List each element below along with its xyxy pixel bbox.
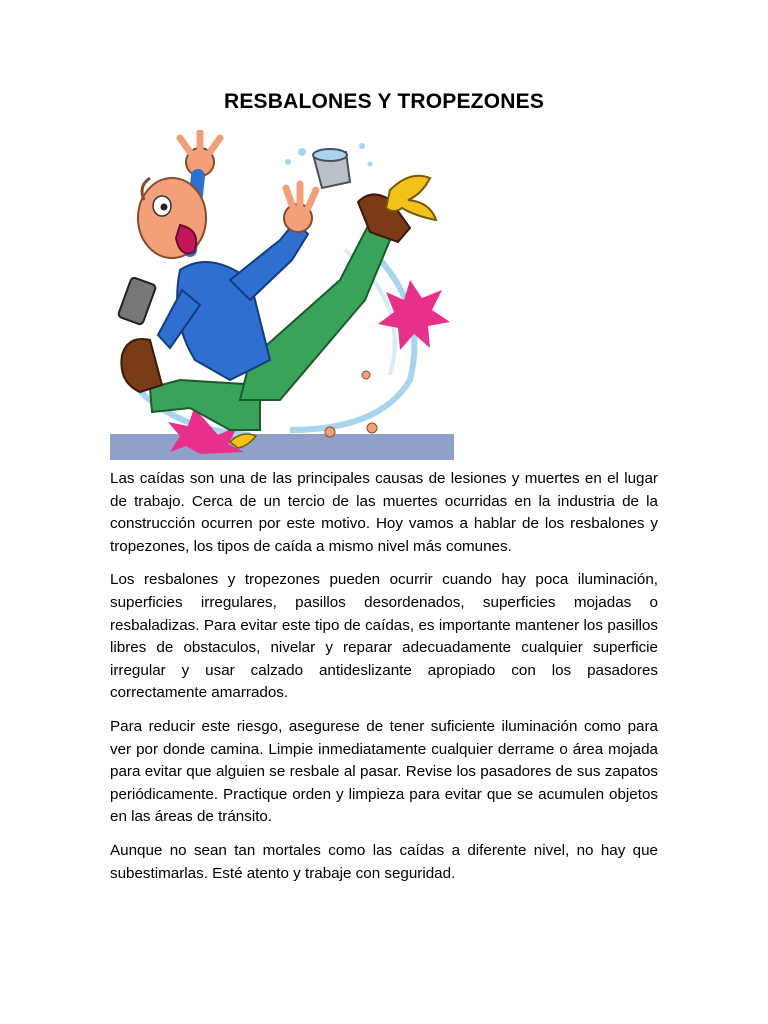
paragraph-2: Los resbalones y tropezones pueden ocurrir cuando hay poca iluminación, superficies irregulares, pasillos desordenados, superficies mojadas o resbaladizas. Para evitar este tipo de caídas, es importante mantener los pasillos libres de obstaculos, nivelar y reparar adecuadamente cualquier superficie irregular y usar calzado antideslizante apropiado con los pasadores correctamente amarrados. — [110, 571, 658, 702]
paragraph-1: Las caídas son una de las principales causas de lesiones y muertes en el lugar de trabajo. Cerca de un tercio de las muertes ocurridas en la industria de la construcción ocurren por este motivo. Hoy vamos a hablar de los resbalones y tropezones, los tipos de caída a mismo nivel más comunes. — [110, 470, 658, 555]
paragraph-4: Aunque no sean tan mortales como las caídas a diferente nivel, no hay que subestimarlas. Esté atento y trabaje con seguridad. — [110, 841, 658, 882]
page-title: RESBALONES Y TROPEZONES — [223, 90, 545, 113]
man-slipping-illustration — [110, 130, 454, 460]
phone-icon — [118, 277, 157, 325]
shirt-right-arm — [230, 222, 308, 300]
shoe-left-icon — [121, 339, 162, 392]
body-text — [110, 468, 658, 896]
floor-strip — [110, 434, 454, 460]
paragraph-3: Para reducir este riesgo, asegurese de tener suficiente iluminación como para ver por donde camina. Limpie inmediatamente cualquier derrame o área mojada para evitar que alguien se resbale al pasar. Revise los pasadores de sus zapatos periódicamente. Practique orden y limpieza para evitar que se acumulen objetos en las áreas de tránsito. — [110, 717, 658, 826]
